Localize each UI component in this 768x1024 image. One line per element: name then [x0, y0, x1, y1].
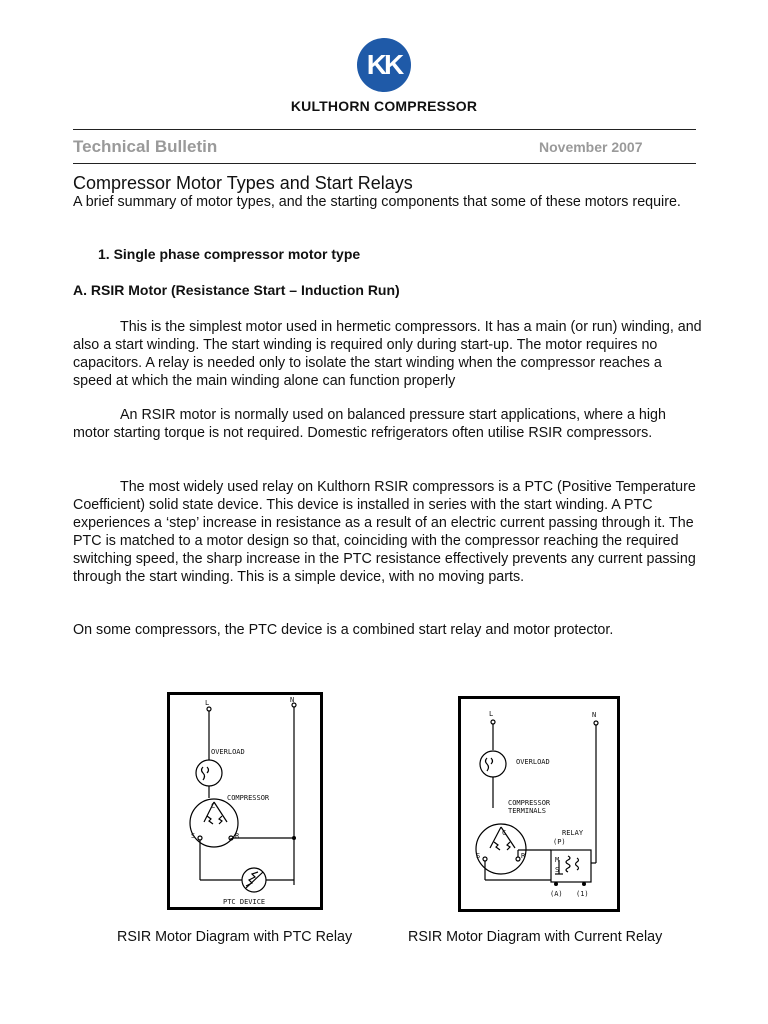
- svg-text:L: L: [205, 699, 210, 707]
- kulthorn-logo: [356, 37, 412, 93]
- svg-text:R: R: [521, 852, 526, 860]
- paragraph-3: The most widely used relay on Kulthorn RSIR compressors is a PTC (Positive Temperature Coefficient) solid state device. This device is installed in series with the start winding. A PTC experiences a ‘step’ increase in resistance as a result of an electric current passing through it. The PTC is matched to a motor design so that, coinciding with the compressor reaching the required switching speed, the sharp increase in the PTC resistance effectively prevents any current passing through the start winding. This is a simple device, with no moving parts.: [73, 479, 696, 585]
- svg-text:S: S: [191, 832, 196, 840]
- svg-text:PTC DEVICE: PTC DEVICE: [223, 898, 266, 906]
- svg-text:OVERLOAD: OVERLOAD: [516, 758, 550, 766]
- svg-text:M: M: [555, 856, 560, 864]
- section-heading-1: 1. Single phase compressor motor type: [98, 246, 361, 262]
- svg-text:N: N: [592, 711, 597, 719]
- caption-ptc-diagram: RSIR Motor Diagram with PTC Relay: [117, 929, 353, 945]
- svg-text:S: S: [476, 852, 481, 860]
- svg-text:COMPRESSOR: COMPRESSOR: [508, 799, 551, 807]
- bulletin-date: November 2007: [539, 139, 643, 155]
- svg-text:(1): (1): [576, 890, 589, 898]
- svg-text:(A): (A): [550, 890, 563, 898]
- svg-text:R: R: [235, 832, 240, 840]
- svg-text:COMPRESSOR: COMPRESSOR: [227, 794, 270, 802]
- svg-text:N: N: [290, 696, 295, 704]
- svg-text:RELAY: RELAY: [562, 829, 584, 837]
- ptc-relay-diagram: [167, 692, 323, 910]
- header-rule-bottom: [73, 163, 696, 164]
- header-rule-top: [73, 129, 696, 130]
- svg-text:C: C: [502, 829, 507, 837]
- document-title: Compressor Motor Types and Start Relays: [73, 173, 413, 193]
- svg-text:TERMINALS: TERMINALS: [508, 807, 546, 815]
- caption-current-relay-diagram: RSIR Motor Diagram with Current Relay: [408, 929, 663, 945]
- svg-text:C: C: [211, 802, 216, 810]
- svg-text:KK: KK: [366, 49, 402, 80]
- svg-text:L: L: [489, 710, 494, 718]
- paragraph-2: An RSIR motor is normally used on balanced pressure start applications, where a high motor starting torque is not required. Domestic refrigerators often utilise RSIR compressors.: [73, 407, 666, 441]
- paragraph-1: This is the simplest motor used in hermetic compressors. It has a main (or run) winding, and also a start winding. The start winding is required only during start-up. The motor requires no capacitors. A relay is needed only to isolate the start winding when the compressor reaches a speed at which the main winding alone can function properly: [73, 319, 702, 389]
- intro-paragraph: A brief summary of motor types, and the starting components that some of these motors require.: [73, 194, 681, 210]
- company-name: KULTHORN COMPRESSOR: [290, 98, 478, 114]
- svg-text:S: S: [555, 866, 560, 874]
- svg-text:(P): (P): [553, 838, 566, 846]
- bulletin-label: Technical Bulletin: [73, 137, 218, 156]
- section-heading-a: A. RSIR Motor (Resistance Start – Induction Run): [73, 282, 400, 298]
- svg-text:OVERLOAD: OVERLOAD: [211, 748, 245, 756]
- paragraph-4: On some compressors, the PTC device is a combined start relay and motor protector.: [73, 622, 614, 638]
- current-relay-diagram: [458, 696, 620, 912]
